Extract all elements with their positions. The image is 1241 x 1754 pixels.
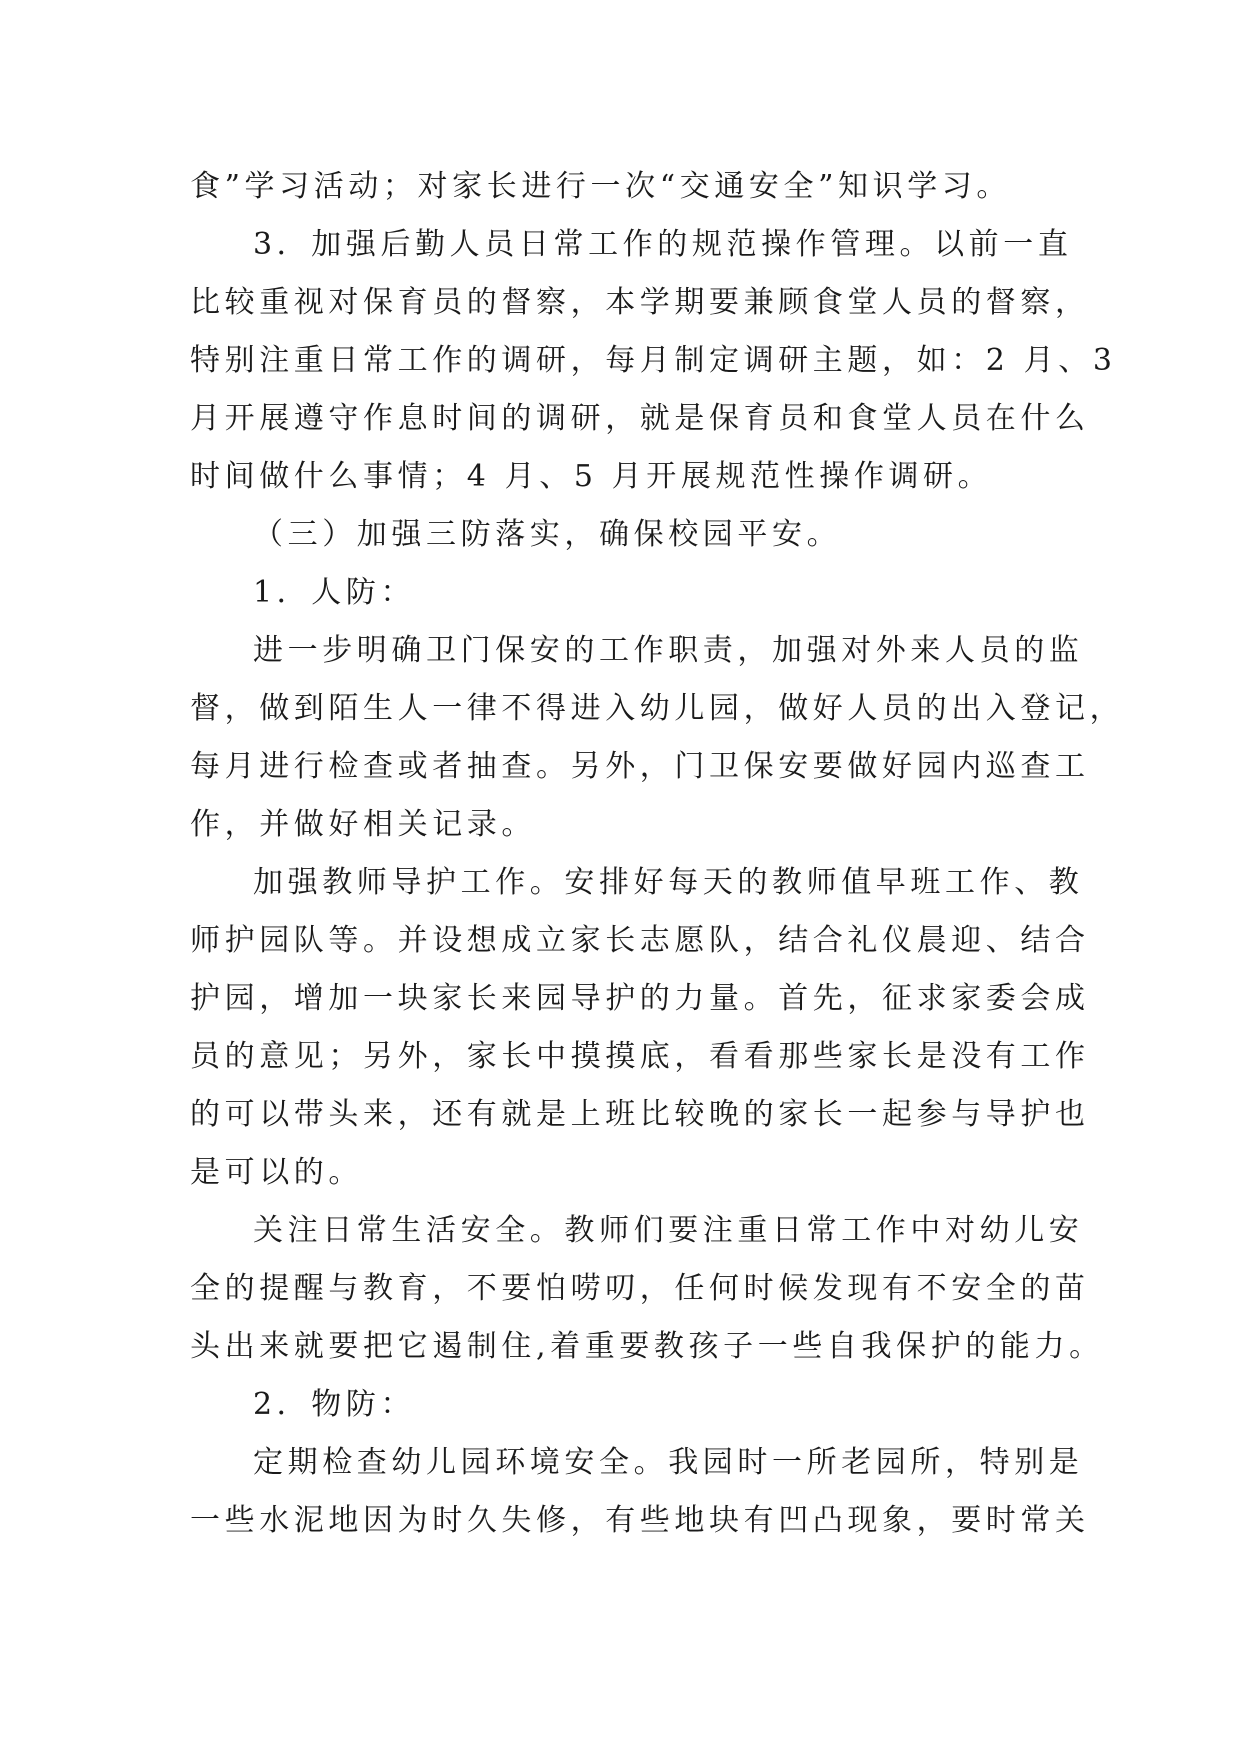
text-line: 特别注重日常工作的调研，每月制定调研主题，如：2 月、3 [190, 343, 1117, 378]
text-line: 督，做到陌生人一律不得进入幼儿园，做好人员的出入登记， [190, 691, 1125, 726]
text-line: 比较重视对保育员的督察，本学期要兼顾食堂人员的督察， [190, 285, 1090, 320]
text-line: 每月进行检查或者抽查。另外，门卫保安要做好园内巡查工 [190, 749, 1090, 784]
text-line: 月开展遵守作息时间的调研，就是保育员和食堂人员在什么 [190, 401, 1090, 436]
text-line: 全的提醒与教育，不要怕唠叨，任何时候发现有不安全的苗 [190, 1271, 1090, 1306]
text-line: 护园，增加一块家长来园导护的力量。首先，征求家委会成 [190, 981, 1090, 1016]
text-line: 食”学习活动；对家长进行一次“交通安全”知识学习。 [190, 169, 1012, 204]
text-line: 3．加强后勤人员日常工作的规范操作管理。以前一直 [253, 227, 1073, 262]
text-line: 关注日常生活安全。教师们要注重日常工作中对幼儿安 [253, 1213, 1084, 1248]
text-line: 师护园队等。并设想成立家长志愿队，结合礼仪晨迎、结合 [190, 923, 1090, 958]
text-line: 员的意见；另外，家长中摸摸底，看看那些家长是没有工作 [190, 1039, 1090, 1074]
text-line: 时间做什么事情；4 月、5 月开展规范性操作调研。 [190, 459, 993, 494]
text-line: 一些水泥地因为时久失修，有些地块有凹凸现象，要时常关 [190, 1503, 1090, 1538]
text-line: 头出来就要把它遏制住,着重要教孩子一些自我保护的能力。 [190, 1329, 1104, 1364]
text-line: 的可以带头来，还有就是上班比较晚的家长一起参与导护也 [190, 1097, 1090, 1132]
text-line: 进一步明确卫门保安的工作职责，加强对外来人员的监 [253, 633, 1084, 668]
text-line: 是可以的。 [190, 1155, 363, 1190]
section-heading: （三）加强三防落实，确保校园平安。 [253, 517, 842, 552]
subsection-heading: 2．物防： [253, 1387, 416, 1422]
text-line: 加强教师导护工作。安排好每天的教师值早班工作、教 [253, 865, 1084, 900]
text-line: 作，并做好相关记录。 [190, 807, 536, 842]
text-line: 定期检查幼儿园环境安全。我园时一所老园所，特别是 [253, 1445, 1084, 1480]
subsection-heading: 1．人防： [253, 575, 416, 610]
